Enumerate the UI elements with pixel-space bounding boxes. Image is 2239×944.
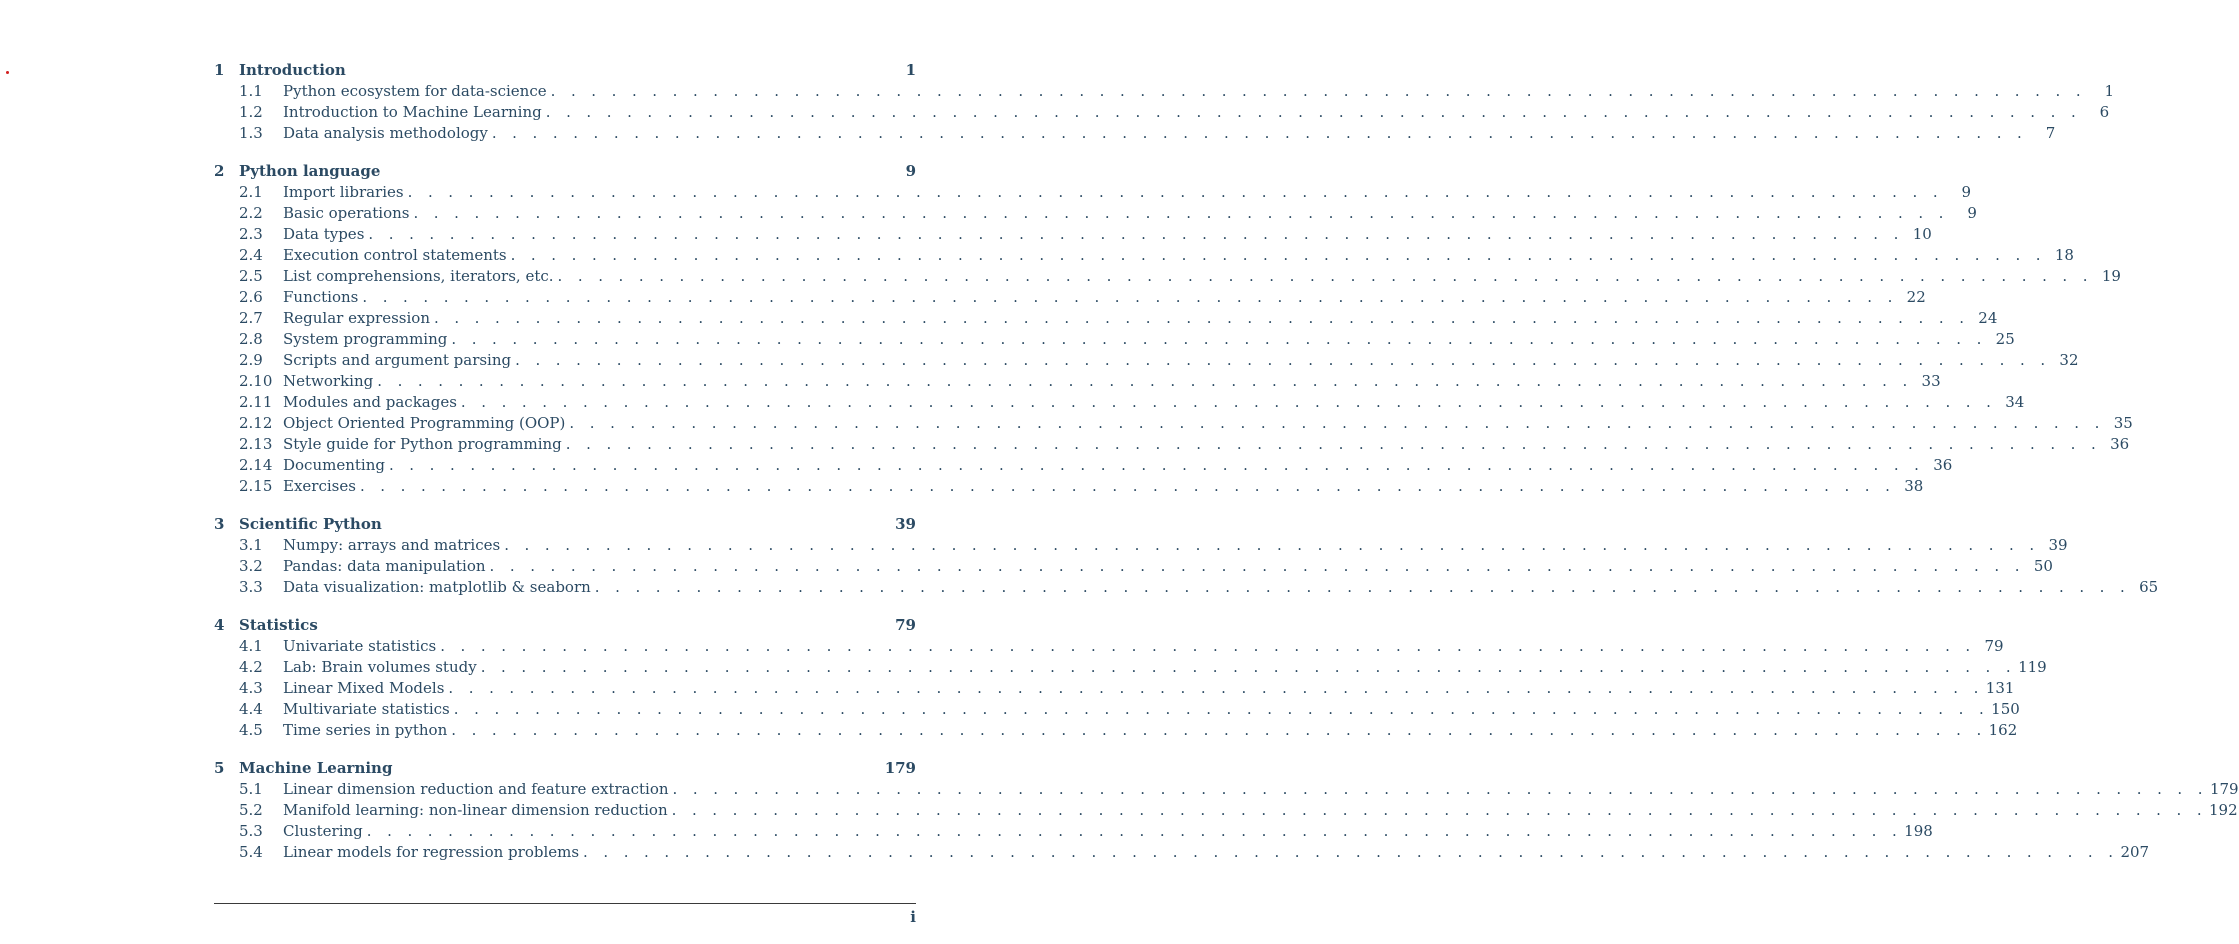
section-title[interactable]: Scripts and argument parsing [283, 351, 512, 369]
section-number: 4.4 [239, 700, 263, 718]
section-page-number[interactable]: 1 [2104, 82, 2114, 100]
section-page-number[interactable]: 35 [2113, 414, 2133, 432]
chapter-number: 1 [214, 61, 225, 79]
section-number: 2.7 [239, 309, 263, 327]
chapter-page-number[interactable]: 9 [905, 162, 916, 180]
section-page-number[interactable]: 150 [1991, 700, 2020, 718]
dot-leader: . . . . . . . . . . . . . . . . . . . . . . . . . . . . . . . . . . . . . . . . . . . . . . . . . . . . . . . . . . . . . . . . . . . . . . . . . . . . [407, 183, 1943, 201]
section-number: 5.1 [239, 780, 263, 798]
section-title[interactable]: Introduction to Machine Learning [283, 103, 542, 121]
chapter-1 [214, 60, 2114, 144]
section-entry[interactable] [214, 350, 2079, 371]
section-number: 2.5 [239, 267, 263, 285]
section-title[interactable]: Style guide for Python programming [283, 435, 562, 453]
section-entry[interactable] [214, 821, 1933, 842]
dot-leader: . . . . . . . . . . . . . . . . . . . . . . . . . . . . . . . . . . . . . . . . . . . . . . . . . . . . . . . . . . . . . . . . . . . . . . . . . . . . [480, 658, 2017, 676]
section-entry[interactable] [214, 308, 1998, 329]
section-page-number[interactable]: 10 [1912, 225, 1932, 243]
chapter-number: 4 [214, 616, 225, 634]
section-entry[interactable] [214, 455, 1953, 476]
chapter-entry[interactable] [214, 514, 916, 535]
section-entry[interactable] [214, 800, 2238, 821]
dot-leader: . . . . . . . . . . . . . . . . . . . . . . . . . . . . . . . . . . . . . . . . . . . . . . . . . . . . . . . . . . . . . . . . . . . . . . . . . . . . [413, 204, 1949, 222]
section-entry[interactable] [214, 245, 2074, 266]
dot-leader: . . . . . . . . . . . . . . . . . . . . . . . . . . . . . . . . . . . . . . . . . . . . . . . . . . . . . . . . . . . . . . . . . . . . . . . . . . . . [451, 721, 1987, 739]
section-entry[interactable] [214, 779, 2239, 800]
section-page-number[interactable]: 207 [2120, 843, 2150, 861]
chapter-title[interactable]: Statistics [239, 616, 318, 634]
section-number: 4.2 [239, 658, 263, 676]
section-entry[interactable] [214, 102, 2110, 123]
section-number: 2.13 [239, 435, 273, 453]
section-number: 2.6 [239, 288, 263, 306]
section-number: 3.1 [239, 536, 263, 554]
section-number: 1.3 [239, 124, 263, 142]
section-entry[interactable] [214, 392, 2025, 413]
section-title[interactable]: Data visualization: matplotlib & seaborn [283, 578, 591, 596]
chapter-5 [214, 758, 2239, 863]
chapter-page-number[interactable]: 39 [895, 515, 916, 533]
dot-leader: . . . . . . . . . . . . . . . . . . . . . . . . . . . . . . . . . . . . . . . . . . . . . . . . . . . . . . . . . . . . . . . . . . . . . . . . . . . . [491, 124, 2028, 142]
chapter-page-number[interactable]: 1 [905, 61, 916, 79]
section-page-number[interactable]: 131 [1985, 679, 2015, 697]
section-entry[interactable] [214, 329, 2015, 350]
section-title[interactable]: Linear Mixed Models [283, 679, 445, 697]
chapter-number: 3 [214, 515, 225, 533]
section-entry[interactable] [214, 657, 2047, 678]
dot-leader: . . . . . . . . . . . . . . . . . . . . . . . . . . . . . . . . . . . . . . . . . . . . . . . . . . . . . . . . . . . . . . . . . . . . . . . . . . . . [545, 103, 2082, 121]
section-number: 4.1 [239, 637, 263, 655]
section-title[interactable]: Univariate statistics [283, 637, 437, 655]
dot-leader: . . . . . . . . . . . . . . . . . . . . . . . . . . . . . . . . . . . . . . . . . . . . . . . . . . . . . . . . . . . . . . . . . . . . . . . . . . . . [368, 225, 1904, 243]
dot-leader: . . . . . . . . . . . . . . . . . . . . . . . . . . . . . . . . . . . . . . . . . . . . . . . . . . . . . . . . . . . . . . . . . . . . . . . . . . . . [583, 843, 2119, 861]
section-page-number[interactable]: 34 [2005, 393, 2025, 411]
chapter-entry[interactable] [214, 161, 916, 182]
section-title[interactable]: Import libraries [283, 183, 404, 201]
dot-leader: . . . . . . . . . . . . . . . . . . . . . . . . . . . . . . . . . . . . . . . . . . . . . . . . . . . . . . . . . . . . . . . . . . . . . . . . . . . . [671, 801, 2208, 819]
section-page-number[interactable]: 198 [1904, 822, 1933, 840]
section-title[interactable]: Manifold learning: non-linear dimension reduction [283, 801, 668, 819]
section-title[interactable]: Functions [283, 288, 359, 306]
chapter-entry[interactable] [214, 60, 916, 81]
chapter-page-number[interactable]: 179 [884, 759, 916, 777]
section-page-number[interactable]: 32 [2059, 351, 2079, 369]
section-number: 2.4 [239, 246, 263, 264]
section-number: 2.2 [239, 204, 263, 222]
dot-leader: . . . . . . . . . . . . . . . . . . . . . . . . . . . . . . . . . . . . . . . . . . . . . . . . . . . . . . . . . . . . . . . . . . . . . . . . . . . . [359, 477, 1896, 495]
section-title[interactable]: System programming [283, 330, 448, 348]
section-page-number[interactable]: 119 [2018, 658, 2047, 676]
section-title[interactable]: Linear dimension reduction and feature extraction [283, 780, 669, 798]
dot-leader: . . . . . . . . . . . . . . . . . . . . . . . . . . . . . . . . . . . . . . . . . . . . . . . . . . . . . . . . . . . . . . . . . . . . . . . . . . . . [504, 536, 2040, 554]
section-entry[interactable] [214, 699, 2020, 720]
section-page-number[interactable]: 162 [1988, 721, 2018, 739]
section-number: 2.12 [239, 414, 273, 432]
section-page-number[interactable]: 65 [2139, 578, 2159, 596]
dot-leader: . . . . . . . . . . . . . . . . . . . . . . . . . . . . . . . . . . . . . . . . . . . . . . . . . . . . . . . . . . . . . . . . . . . . . . . . . . . . [377, 372, 1913, 390]
section-number: 5.3 [239, 822, 263, 840]
section-number: 2.9 [239, 351, 263, 369]
section-title[interactable]: List comprehensions, iterators, etc. [283, 267, 554, 285]
dot-leader: . . . . . . . . . . . . . . . . . . . . . . . . . . . . . . . . . . . . . . . . . . . . . . . . . . . . . . . . . . . . . . . . . . . . . . . . . . . . [362, 288, 1898, 306]
dot-leader: . . . . . . . . . . . . . . . . . . . . . . . . . . . . . . . . . . . . . . . . . . . . . . . . . . . . . . . . . . . . . . . . . . . . . . . . . . . . [366, 822, 1903, 840]
dot-leader: . . . . . . . . . . . . . . . . . . . . . . . . . . . . . . . . . . . . . . . . . . . . . . . . . . . . . . . . . . . . . . . . . . . . . . . . . . . . [440, 637, 1976, 655]
dot-leader: . . . . . . . . . . . . . . . . . . . . . . . . . . . . . . . . . . . . . . . . . . . . . . . . . . . . . . . . . . . . . . . . . . . . . . . . . . . . [433, 309, 1970, 327]
section-entry[interactable] [214, 636, 2004, 657]
section-title[interactable]: Networking [283, 372, 374, 390]
section-title[interactable]: Execution control statements [283, 246, 507, 264]
section-title[interactable]: Time series in python [283, 721, 448, 739]
section-page-number[interactable]: 50 [2033, 557, 2053, 575]
dot-leader: . . . . . . . . . . . . . . . . . . . . . . . . . . . . . . . . . . . . . . . . . . . . . . . . . . . . . . . . . . . . . . . . . . . . . . . . . . . . [594, 578, 2131, 596]
chapter-2 [214, 161, 2133, 497]
section-number: 4.3 [239, 679, 263, 697]
section-number: 2.1 [239, 183, 263, 201]
section-page-number[interactable]: 6 [2099, 103, 2110, 121]
section-entry[interactable] [214, 678, 2015, 699]
dot-leader: . . . . . . . . . . . . . . . . . . . . . . . . . . . . . . . . . . . . . . . . . . . . . . . . . . . . . . . . . . . . . . . . . . . . . . . . . . . . [388, 456, 1925, 474]
footer-rule [214, 903, 916, 904]
section-page-number[interactable]: 179 [2209, 780, 2239, 798]
section-entry[interactable] [214, 371, 1941, 392]
section-title[interactable]: Pandas: data manipulation [283, 557, 486, 575]
section-title[interactable]: Data analysis methodology [283, 124, 488, 142]
section-number: 2.15 [239, 477, 273, 495]
section-number: 5.4 [239, 843, 263, 861]
dot-leader: . . . . . . . . . . . . . . . . . . . . . . . . . . . . . . . . . . . . . . . . . . . . . . . . . . . . . . . . . . . . . . . . . . . . . . . . . . . . [460, 393, 1997, 411]
section-entry[interactable] [214, 287, 1926, 308]
chapter-3 [214, 514, 2159, 598]
section-page-number[interactable]: 22 [1906, 288, 1926, 306]
dot-leader: . . . . . . . . . . . . . . . . . . . . . . . . . . . . . . . . . . . . . . . . . . . . . . . . . . . . . . . . . . . . . . . . . . . . . . . . . . . . [672, 780, 2208, 798]
chapter-title[interactable]: Scientific Python [239, 515, 382, 533]
section-title[interactable]: Clustering [283, 822, 363, 840]
section-entry[interactable] [214, 123, 2056, 144]
section-number: 2.14 [239, 456, 273, 474]
section-number: 1.1 [239, 82, 263, 100]
section-page-number[interactable]: 24 [1978, 309, 1998, 327]
section-page-number[interactable]: 7 [2045, 124, 2056, 142]
section-number: 2.3 [239, 225, 263, 243]
section-number: 5.2 [239, 801, 263, 819]
section-title[interactable]: Regular expression [283, 309, 430, 327]
section-title[interactable]: Numpy: arrays and matrices [283, 536, 501, 554]
section-page-number[interactable]: 33 [1921, 372, 1941, 390]
section-title[interactable]: Python ecosystem for data-science [283, 82, 547, 100]
section-title[interactable]: Data types [283, 225, 365, 243]
section-number: 1.2 [239, 103, 263, 121]
section-number: 3.3 [239, 578, 263, 596]
chapter-title[interactable]: Introduction [239, 61, 346, 79]
section-number: 3.2 [239, 557, 263, 575]
section-entry[interactable] [214, 182, 1971, 203]
section-entry[interactable] [214, 577, 2159, 598]
section-entry[interactable] [214, 224, 1932, 245]
section-number: 2.10 [239, 372, 273, 390]
section-page-number[interactable]: 39 [2048, 536, 2068, 554]
dot-leader: . . . . . . . . . . . . . . . . . . . . . . . . . . . . . . . . . . . . . . . . . . . . . . . . . . . . . . . . . . . . . . . . . . . . . . . . . . . . [453, 700, 1990, 718]
section-title[interactable]: Modules and packages [283, 393, 457, 411]
dot-leader: . . . . . . . . . . . . . . . . . . . . . . . . . . . . . . . . . . . . . . . . . . . . . . . . . . . . . . . . . . . . . . . . . . . . . . . . . . . . [489, 557, 2025, 575]
section-title[interactable]: Linear models for regression problems [283, 843, 580, 861]
chapter-entry[interactable] [214, 758, 916, 779]
section-entry[interactable] [214, 203, 1977, 224]
chapter-4 [214, 615, 2047, 741]
chapter-entry[interactable] [214, 615, 916, 636]
section-title[interactable]: Basic operations [283, 204, 410, 222]
section-page-number[interactable]: 19 [2101, 267, 2121, 285]
margin-marker [6, 71, 9, 74]
section-entry[interactable] [214, 476, 1924, 497]
section-page-number[interactable]: 9 [1967, 204, 1977, 222]
section-page-number[interactable]: 36 [1933, 456, 1953, 474]
section-number: 2.8 [239, 330, 263, 348]
section-entry[interactable] [214, 535, 2068, 556]
section-page-number[interactable]: 25 [1995, 330, 2015, 348]
section-number: 4.5 [239, 721, 263, 739]
dot-leader: . . . . . . . . . . . . . . . . . . . . . . . . . . . . . . . . . . . . . . . . . . . . . . . . . . . . . . . . . . . . . . . . . . . . . . . . . . . . [550, 82, 2086, 100]
chapter-page-number[interactable]: 79 [895, 616, 916, 634]
section-title[interactable]: Object Oriented Programming (OOP) [283, 414, 566, 432]
dot-leader: . . . . . . . . . . . . . . . . . . . . . . . . . . . . . . . . . . . . . . . . . . . . . . . . . . . . . . . . . . . . . . . . . . . . . . . . . . . . [569, 414, 2105, 432]
section-entry[interactable] [214, 720, 2018, 741]
section-page-number[interactable]: 192 [2209, 801, 2238, 819]
section-entry[interactable] [214, 556, 2053, 577]
section-title[interactable]: Lab: Brain volumes study [283, 658, 477, 676]
section-entry[interactable] [214, 266, 2121, 287]
footer-page-number: i [910, 908, 916, 926]
section-page-number[interactable]: 18 [2054, 246, 2074, 264]
section-page-number[interactable]: 79 [1984, 637, 2004, 655]
section-page-number[interactable]: 9 [1961, 183, 1971, 201]
dot-leader: . . . . . . . . . . . . . . . . . . . . . . . . . . . . . . . . . . . . . . . . . . . . . . . . . . . . . . . . . . . . . . . . . . . . . . . . . . . . [510, 246, 2046, 264]
section-page-number[interactable]: 36 [2110, 435, 2130, 453]
section-title[interactable]: Exercises [283, 477, 356, 495]
section-title[interactable]: Multivariate statistics [283, 700, 450, 718]
chapter-title[interactable]: Machine Learning [239, 759, 393, 777]
section-page-number[interactable]: 38 [1904, 477, 1924, 495]
dot-leader: . . . . . . . . . . . . . . . . . . . . . . . . . . . . . . . . . . . . . . . . . . . . . . . . . . . . . . . . . . . . . . . . . . . . . . . . . . . . [515, 351, 2051, 369]
dot-leader: . . . . . . . . . . . . . . . . . . . . . . . . . . . . . . . . . . . . . . . . . . . . . . . . . . . . . . . . . . . . . . . . . . . . . . . . . . . . [565, 435, 2102, 453]
section-number: 2.11 [239, 393, 273, 411]
chapter-number: 5 [214, 759, 225, 777]
table-of-contents [214, 60, 2239, 880]
dot-leader: . . . . . . . . . . . . . . . . . . . . . . . . . . . . . . . . . . . . . . . . . . . . . . . . . . . . . . . . . . . . . . . . . . . . . . . . . . . . [557, 267, 2093, 285]
section-entry[interactable] [214, 434, 2130, 455]
section-entry[interactable] [214, 842, 2150, 863]
dot-leader: . . . . . . . . . . . . . . . . . . . . . . . . . . . . . . . . . . . . . . . . . . . . . . . . . . . . . . . . . . . . . . . . . . . . . . . . . . . . [448, 679, 1984, 697]
dot-leader: . . . . . . . . . . . . . . . . . . . . . . . . . . . . . . . . . . . . . . . . . . . . . . . . . . . . . . . . . . . . . . . . . . . . . . . . . . . . [451, 330, 1987, 348]
section-title[interactable]: Documenting [283, 456, 385, 474]
chapter-title[interactable]: Python language [239, 162, 381, 180]
chapter-number: 2 [214, 162, 225, 180]
section-entry[interactable] [214, 81, 2114, 102]
section-entry[interactable] [214, 413, 2133, 434]
